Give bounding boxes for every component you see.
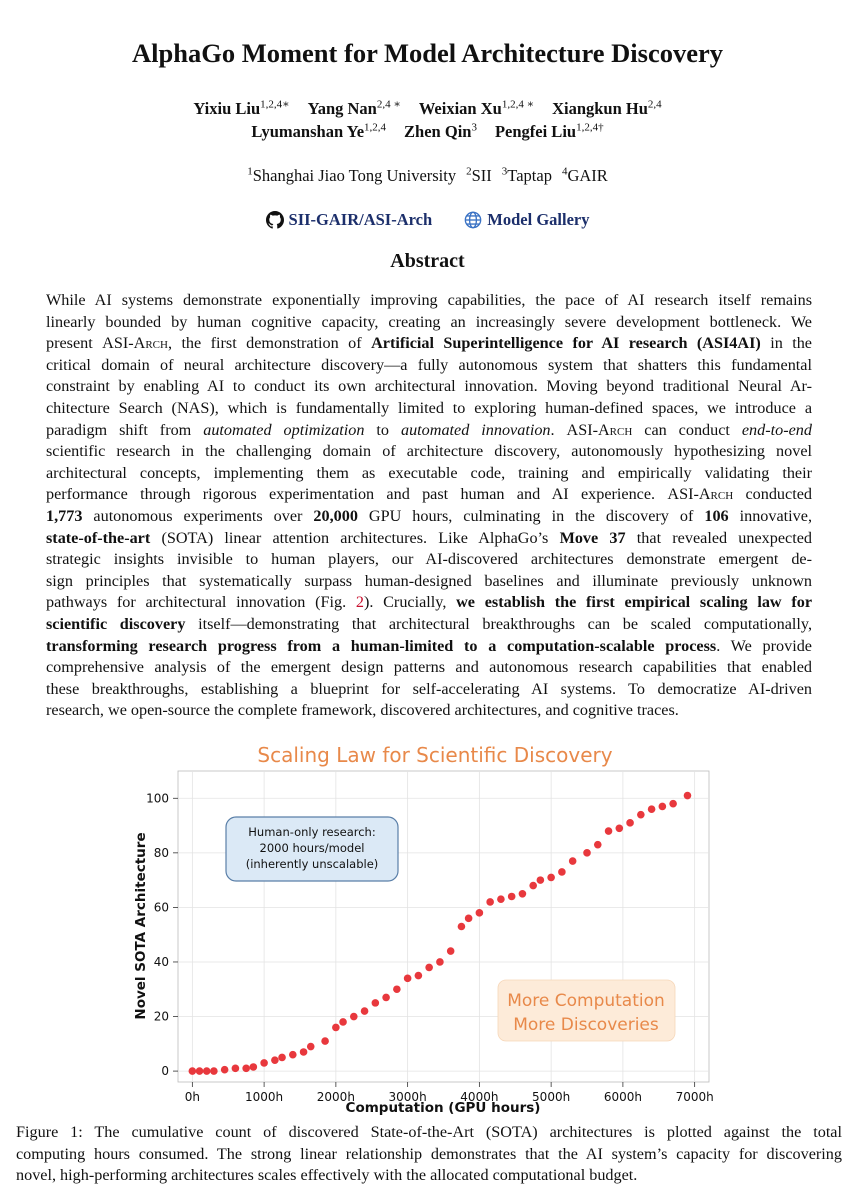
abstract-line	[46, 571, 812, 593]
abstract-line	[46, 441, 812, 463]
human-annotation-line-1: Human-only research:	[248, 825, 376, 839]
model-gallery-link-label: Model Gallery	[487, 210, 590, 229]
data-point	[289, 1051, 297, 1059]
human-annotation-line-2: 2000 hours/model	[259, 841, 365, 855]
data-point	[497, 895, 505, 903]
figure-caption	[16, 1122, 842, 1187]
italic-text: automated innovation	[400, 420, 551, 439]
data-point	[648, 805, 656, 813]
data-point	[486, 898, 494, 906]
caption-line: computing hours consumed. The strong linear relationship demonstrates that the AI system’s capacity for discovering	[16, 1144, 842, 1163]
text-run: . We provide	[716, 636, 812, 655]
author-name: Lyumanshan Ye$^{1,2,4}$	[251, 121, 387, 141]
y-tick-label: 40	[153, 954, 169, 969]
y-tick-label: 0	[161, 1064, 169, 1079]
text-run: pathways for architectural innovation (Fig.	[46, 593, 356, 612]
abstract-line	[46, 484, 812, 506]
data-point	[307, 1043, 315, 1051]
text-run: present	[46, 334, 103, 353]
data-point	[637, 811, 645, 819]
x-tick-label: 7000h	[675, 1090, 714, 1104]
text-run: ). Crucially,	[363, 593, 457, 612]
data-point	[616, 824, 624, 832]
data-point	[569, 857, 577, 865]
caption-line: Figure 1: The cumulative count of discovered State-of-the-Art (SOTA) architectures is plotted against the total	[16, 1123, 842, 1141]
affiliation-name: SII	[471, 165, 492, 185]
model-gallery-link[interactable]	[464, 210, 589, 230]
abstract-line	[46, 333, 812, 355]
data-point	[210, 1067, 218, 1075]
authors-row-2	[0, 121, 855, 142]
text-run: constraint by enabling AI to conduct its own architectural innovation. Moving beyond traditional Neural Ar-	[46, 377, 812, 396]
text-run: .	[550, 420, 567, 439]
author-name: Weixian $Xu^{1,2,4 ∗}$	[418, 98, 535, 118]
affiliation	[247, 166, 456, 185]
caption-line: novel, high-performing architectures scales effectively with the allocated computational budget.	[16, 1166, 638, 1185]
data-point	[626, 819, 634, 827]
github-link[interactable]	[266, 210, 433, 230]
data-point	[232, 1065, 240, 1073]
data-point	[547, 874, 555, 882]
author-affiliation-marker: 1,2,4	[364, 121, 387, 133]
github-link-label: SII-GAIR/ASI-Arch	[288, 210, 433, 229]
more-computation-annotation	[498, 980, 675, 1041]
abstract-line	[46, 290, 812, 312]
abstract-line	[46, 636, 812, 658]
human-only-annotation	[226, 817, 398, 881]
data-point	[659, 803, 667, 811]
globe-icon	[464, 211, 482, 229]
text-run: While AI systems demonstrate exponentially improving capabilities, the pace of AI research itself remains	[46, 291, 812, 309]
data-point	[278, 1054, 286, 1062]
author-name: Zhen Qin$^3$	[404, 121, 477, 141]
y-tick-label: 20	[153, 1009, 169, 1024]
bold-text: transforming research progress from a human-limited to a computation-scalable process	[46, 636, 717, 655]
data-point	[508, 893, 516, 901]
abstract-heading: Abstract	[390, 250, 465, 272]
figure-reference-link[interactable]: 2	[355, 593, 364, 612]
scaling-law-chart	[125, 740, 725, 1115]
text-run: critical domain of neural architecture discovery—a fully autonomous system that shatters this fundamental	[46, 355, 812, 374]
abstract-line	[46, 700, 812, 722]
text-run: that revealed unexpected	[625, 528, 813, 547]
bold-text: Move 37	[559, 528, 626, 547]
human-annotation-line-3: (inherently unscalable)	[245, 857, 379, 871]
bold-text: 106	[704, 506, 729, 525]
text-run: innovative,	[728, 506, 812, 525]
text-run: to	[364, 420, 401, 439]
data-point	[583, 849, 591, 857]
links-row	[0, 210, 855, 234]
affiliation	[502, 166, 552, 185]
text-run: comprehensive analysis of the emergent design patterns and autonomous research capabilities that enabled	[46, 658, 812, 677]
abstract-line	[46, 657, 812, 679]
text-run: these breakthroughs, establishing a blueprint for self-accelerating AI systems. To democratize AI-driven	[46, 679, 812, 698]
affiliations	[0, 165, 855, 186]
text-run: strategic insights invisible to human players, our AI-discovered architectures demonstrate emergent de-	[46, 550, 812, 569]
y-tick-label: 100	[146, 791, 169, 806]
abstract-line	[46, 592, 812, 614]
data-point	[519, 890, 527, 898]
author-name: Pengfei Liu$^{1,2,4\dagger}$	[494, 121, 604, 141]
bold-text: 20,000	[313, 506, 358, 525]
text-run: linearly bounded by human cognitive capacity, creating an increasingly severe development bottleneck. We	[46, 312, 812, 331]
x-tick-label: 6000h	[603, 1090, 642, 1104]
data-point	[393, 985, 401, 993]
data-point	[404, 975, 412, 983]
affiliation-name: Taptap	[507, 165, 552, 185]
data-point	[537, 876, 545, 884]
text-run: performance through rigorous experimentation and past human and AI experience.	[46, 485, 668, 504]
x-axis-label: Computation (GPU hours)	[345, 1100, 541, 1115]
abstract-line	[46, 549, 812, 571]
data-point	[300, 1048, 308, 1056]
text-run: scientific research in the challenging domain of architecture discovery, autonomously hypothesizing novel	[46, 442, 812, 461]
y-tick-label: 80	[153, 845, 169, 860]
abstract-line	[46, 506, 812, 528]
x-tick-label: 5000h	[532, 1090, 571, 1104]
system-name: ASI-Arch	[667, 485, 734, 504]
authors-row-1	[0, 97, 855, 119]
text-run: sign principles that systematically surpass human-designed baselines and illuminate previously unknown	[46, 571, 812, 590]
data-point	[260, 1059, 268, 1067]
data-point	[465, 915, 473, 923]
data-point	[458, 923, 466, 931]
data-point	[476, 909, 484, 917]
text-run: GPU hours, culminating in the discovery of	[357, 506, 705, 525]
author-affiliation-marker: 1,2,4†	[576, 121, 604, 133]
abstract-line	[46, 376, 812, 398]
data-point	[250, 1063, 258, 1071]
data-point	[415, 972, 423, 980]
data-point	[361, 1007, 369, 1015]
text-run: paradigm shift from	[46, 420, 204, 439]
data-point	[558, 868, 566, 876]
affiliation-number: 2	[466, 165, 472, 177]
x-tick-label: 4000h	[460, 1090, 499, 1104]
system-name: ASI-Arch	[566, 420, 633, 439]
bold-text: scientific discovery	[46, 614, 186, 633]
author-affiliation-marker: 2,4 ∗	[376, 98, 401, 110]
y-axis-label: Novel SOTA Architecture	[133, 832, 149, 1020]
abstract-line	[46, 528, 812, 550]
text-run: research, we open-source the complete framework, discovered architectures, and cognitive traces.	[46, 701, 679, 720]
text-run: chitecture Search (NAS), which is fundamentally limited to exploring human-defined spaces, we introduce a	[46, 398, 812, 417]
bold-text: state-of-the-art	[46, 528, 151, 547]
data-point	[425, 964, 433, 972]
text-run: , the first demonstration of	[167, 334, 372, 353]
affiliation-number: 1	[247, 165, 253, 177]
italic-text: end-to-end	[741, 420, 812, 439]
author-affiliation-marker: 1,2,4 ∗	[501, 98, 535, 110]
abstract-body	[46, 290, 812, 722]
text-run: itself—demonstrating that architectural breakthroughs can be scaled computationally,	[185, 614, 813, 633]
data-point	[221, 1066, 229, 1074]
bold-text: 1,773	[46, 506, 83, 525]
chart-title: Scaling Law for Scientific Discovery	[257, 743, 613, 767]
author-affiliation-marker: 2,4	[647, 98, 662, 110]
x-tick-label: 0h	[184, 1090, 200, 1104]
abstract-line	[46, 420, 812, 442]
affiliation	[562, 166, 608, 185]
x-tick-label: 2000h	[316, 1090, 355, 1104]
data-point	[350, 1013, 358, 1021]
affiliation	[466, 166, 492, 185]
data-point	[189, 1067, 197, 1075]
author-affiliation-marker: 3	[471, 121, 477, 133]
data-point	[382, 994, 390, 1002]
affiliation-name: GAIR	[567, 165, 608, 185]
data-point	[271, 1056, 279, 1064]
data-point	[242, 1065, 250, 1073]
github-icon	[266, 211, 284, 229]
text-run: architectural concepts, implementing them as executable code, training and empirically validating their	[46, 463, 812, 482]
more-annotation-line-2: More Discoveries	[513, 1015, 659, 1035]
x-tick-label: 1000h	[245, 1090, 284, 1104]
data-point	[447, 947, 455, 955]
data-point	[196, 1067, 204, 1075]
affiliation-number: 3	[501, 165, 508, 177]
data-point	[436, 958, 444, 966]
data-point	[339, 1018, 347, 1026]
text-run: can conduct	[632, 420, 742, 439]
more-annotation-line-1: More Computation	[507, 991, 665, 1011]
data-point	[372, 999, 380, 1007]
text-run: conducted	[733, 485, 812, 504]
x-tick-label: 3000h	[388, 1090, 427, 1104]
abstract-line	[46, 312, 812, 334]
paper-title: AlphaGo Moment for Model Architecture Discovery	[132, 38, 723, 68]
abstract-line	[46, 463, 812, 485]
author-affiliation-marker: 1,2,4∗	[260, 98, 290, 110]
abstract-line	[46, 398, 812, 420]
bold-text: we establish the first empirical scaling law for	[456, 593, 813, 612]
system-name: ASI-Arch	[102, 334, 168, 353]
abstract-line	[46, 679, 812, 701]
data-point	[529, 882, 537, 890]
data-point	[605, 827, 613, 835]
data-point	[203, 1067, 211, 1075]
affiliation-number: 4	[561, 165, 568, 177]
affiliation-name: Shanghai Jiao Tong University	[252, 165, 457, 185]
data-point	[321, 1037, 329, 1045]
author-name: Xiangkun Hu$^{2,4}$	[552, 98, 662, 118]
data-point	[669, 800, 677, 808]
author-name: Yang Nan$^{2,4 ∗}$	[307, 98, 401, 118]
text-run: (SOTA) linear attention architectures. Like AlphaGo’s	[150, 528, 560, 547]
data-point	[594, 841, 602, 849]
italic-text: automated optimization	[203, 420, 365, 439]
bold-text: Artificial Superintelligence for AI research (ASI4AI)	[371, 334, 761, 353]
author-name: Yixiu Liu$^{1,2,4∗}$	[193, 98, 290, 118]
abstract-line	[46, 614, 812, 636]
abstract-line	[46, 355, 812, 377]
y-tick-label: 60	[153, 900, 169, 915]
data-point	[684, 792, 692, 800]
data-point	[332, 1024, 340, 1032]
text-run: in the	[760, 334, 812, 353]
text-run: autonomous experiments over	[82, 506, 314, 525]
